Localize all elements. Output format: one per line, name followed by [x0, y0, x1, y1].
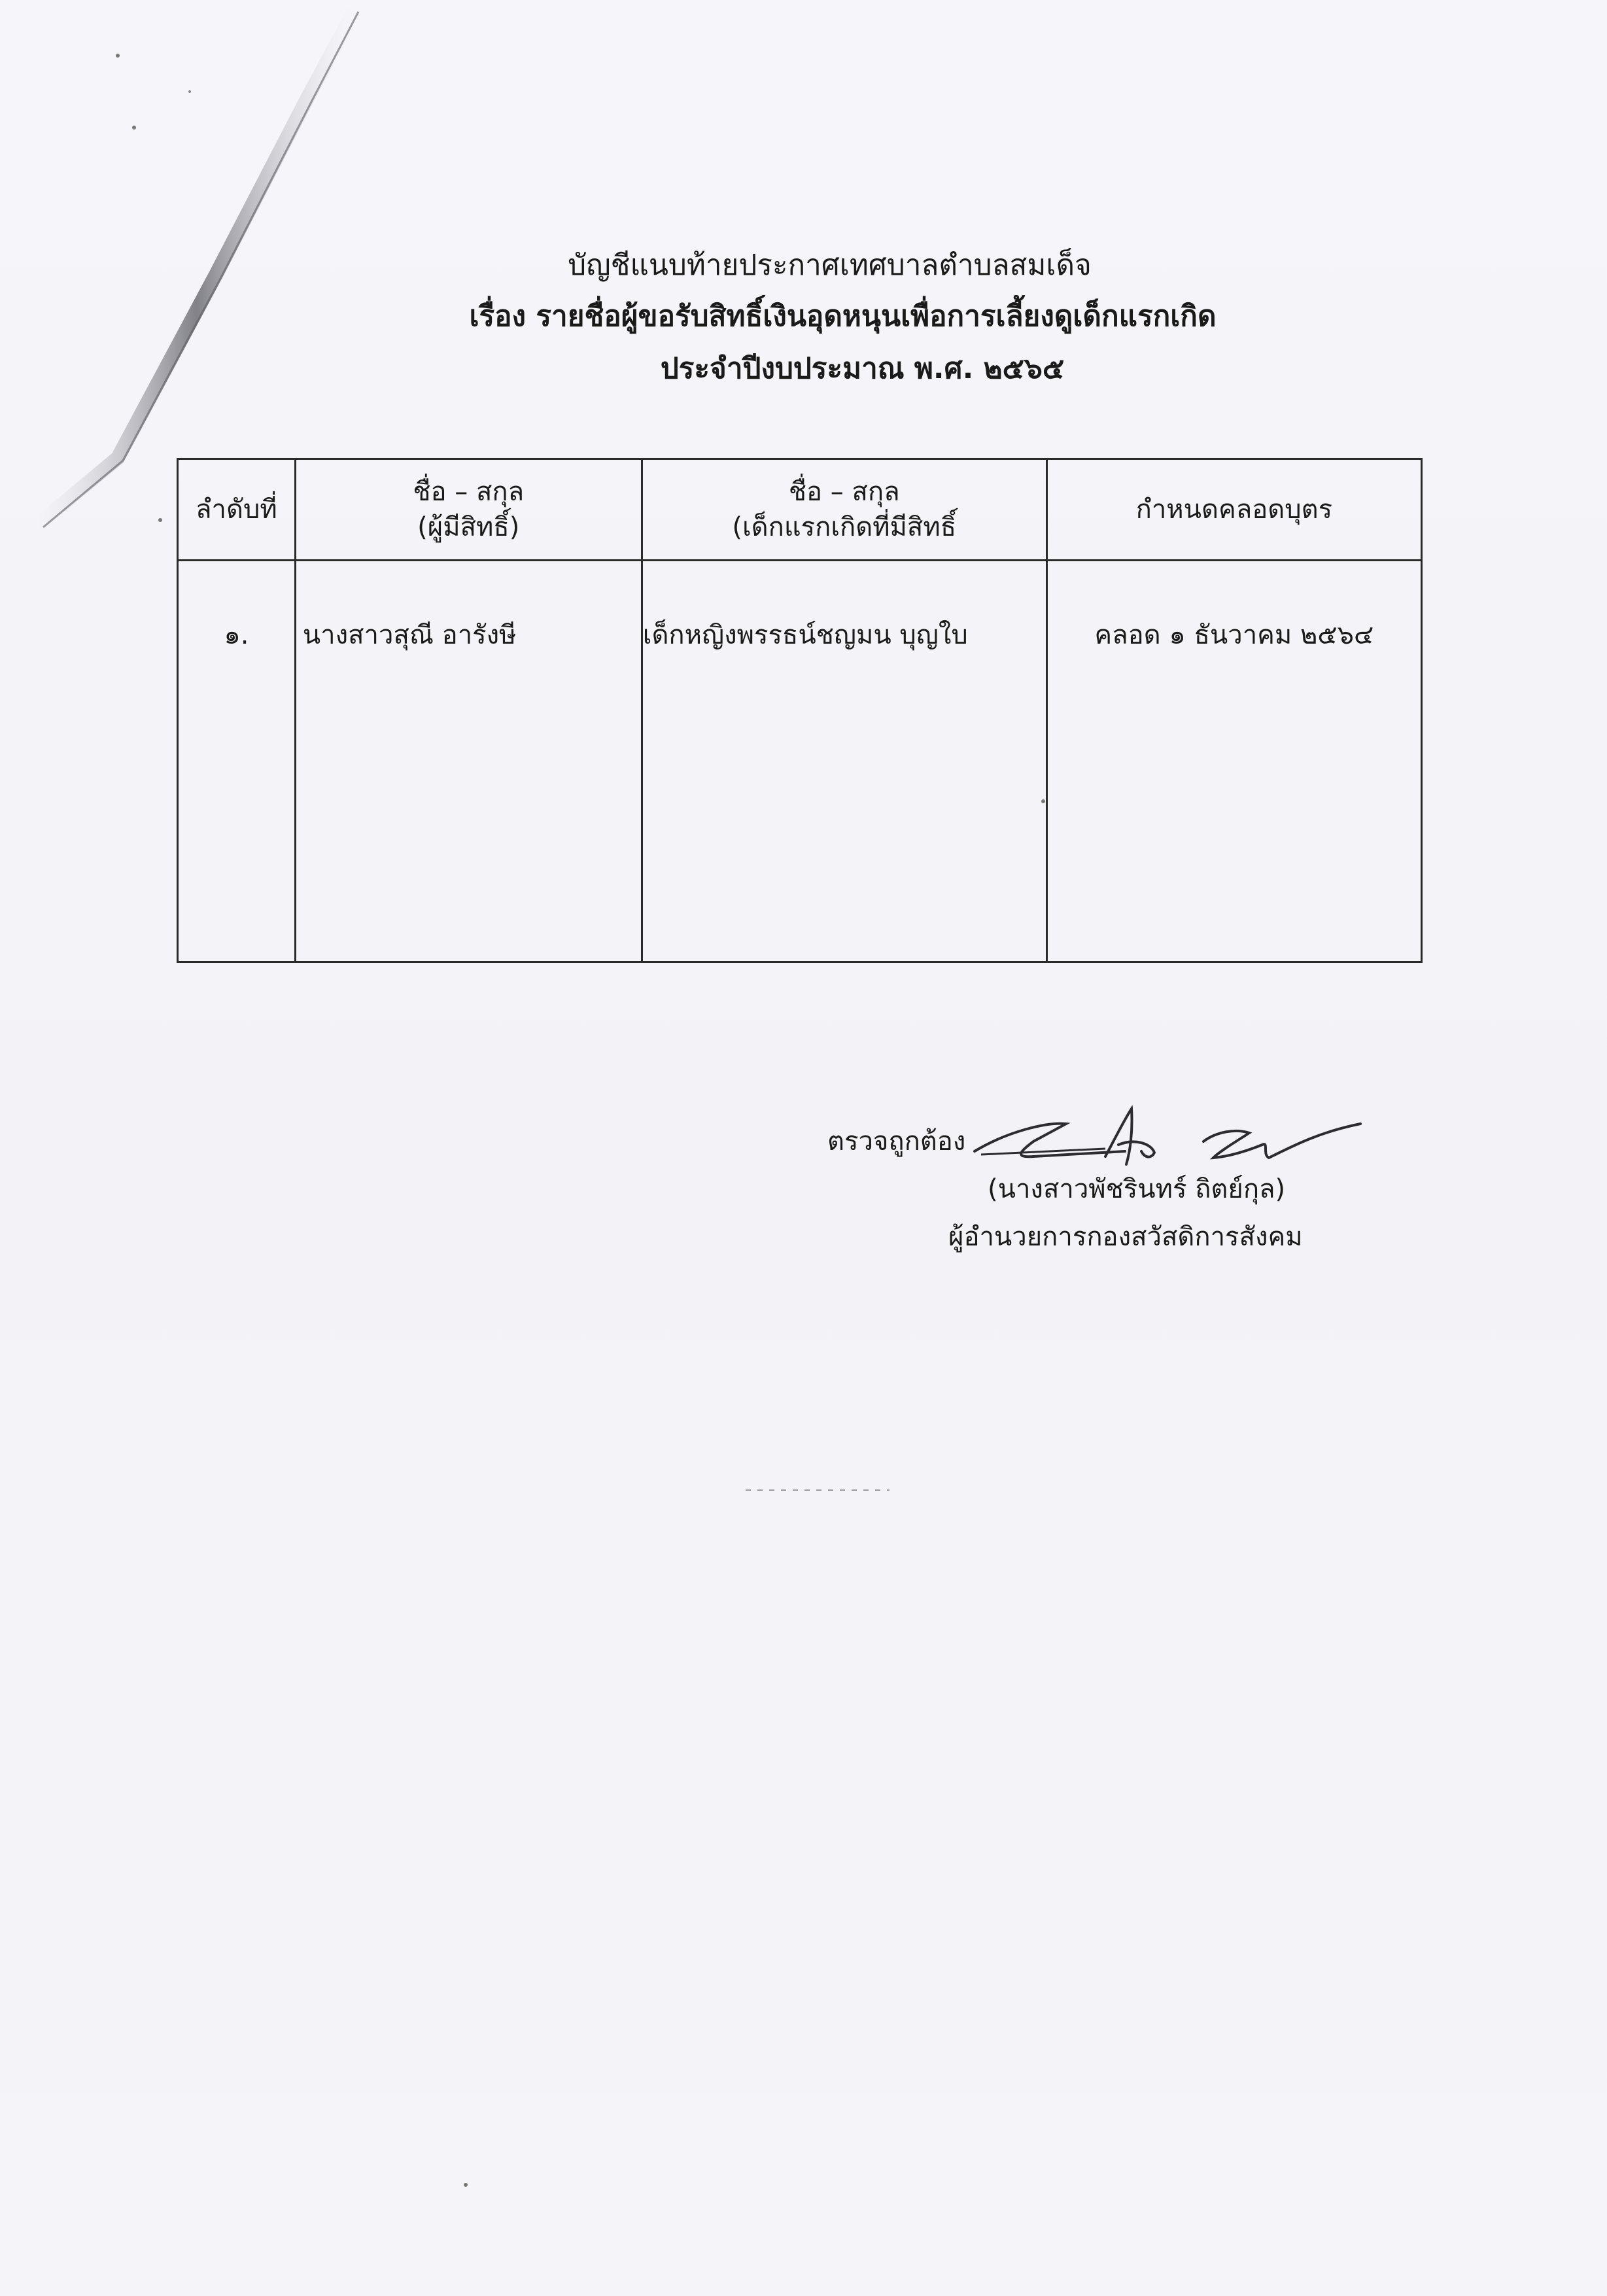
- cell-seq: ๑.: [178, 561, 296, 962]
- header-parent-line-1: ชื่อ – สกุล: [413, 477, 525, 507]
- cell-child-name: เด็กหญิงพรรธน์ชญมน บุญใบ: [642, 561, 1046, 962]
- document-title-line-2: เรื่อง รายชื่อผู้ขอรับสิทธิ์เงินอุดหนุนเพื่อการเลี้ยงดูเด็กแรกเกิด: [469, 300, 1217, 333]
- document-title-line-3: ประจำปีงบประมาณ พ.ศ. ๒๕๖๕: [660, 352, 1065, 385]
- handwritten-signature: [955, 1105, 1413, 1171]
- document-title-line-1: บัญชีแนบท้ายประกาศเทศบาลตำบลสมเด็จ: [568, 249, 1092, 282]
- signature-block: [827, 1105, 1416, 1276]
- header-birth-date: กำหนดคลอดบุตร: [1046, 459, 1421, 561]
- cell-birth-date: คลอด ๑ ธันวาคม ๒๕๖๔: [1046, 561, 1421, 962]
- signer-title: ผู้อำนวยการกองสวัสดิการสังคม: [948, 1222, 1303, 1252]
- verified-label: ตรวจถูกต้อง: [827, 1126, 966, 1157]
- header-child-line-1: ชื่อ – สกุล: [788, 477, 900, 507]
- header-parent-line-2: (ผู้มีสิทธิ์): [417, 512, 520, 542]
- header-child-line-2: (เด็กแรกเกิดที่มีสิทธิ์: [732, 512, 957, 542]
- beneficiary-table: [177, 458, 1423, 963]
- header-parent-name: [295, 459, 642, 561]
- table-header-row: [178, 459, 1422, 561]
- cell-parent-name: นางสาวสุณี อารังษี: [295, 561, 642, 962]
- table-row: [178, 561, 1422, 962]
- header-seq: ลำดับที่: [178, 459, 296, 561]
- header-child-name: [642, 459, 1046, 561]
- signer-name: (นางสาวพัชรินทร์ ถิตย์กุล): [988, 1174, 1286, 1204]
